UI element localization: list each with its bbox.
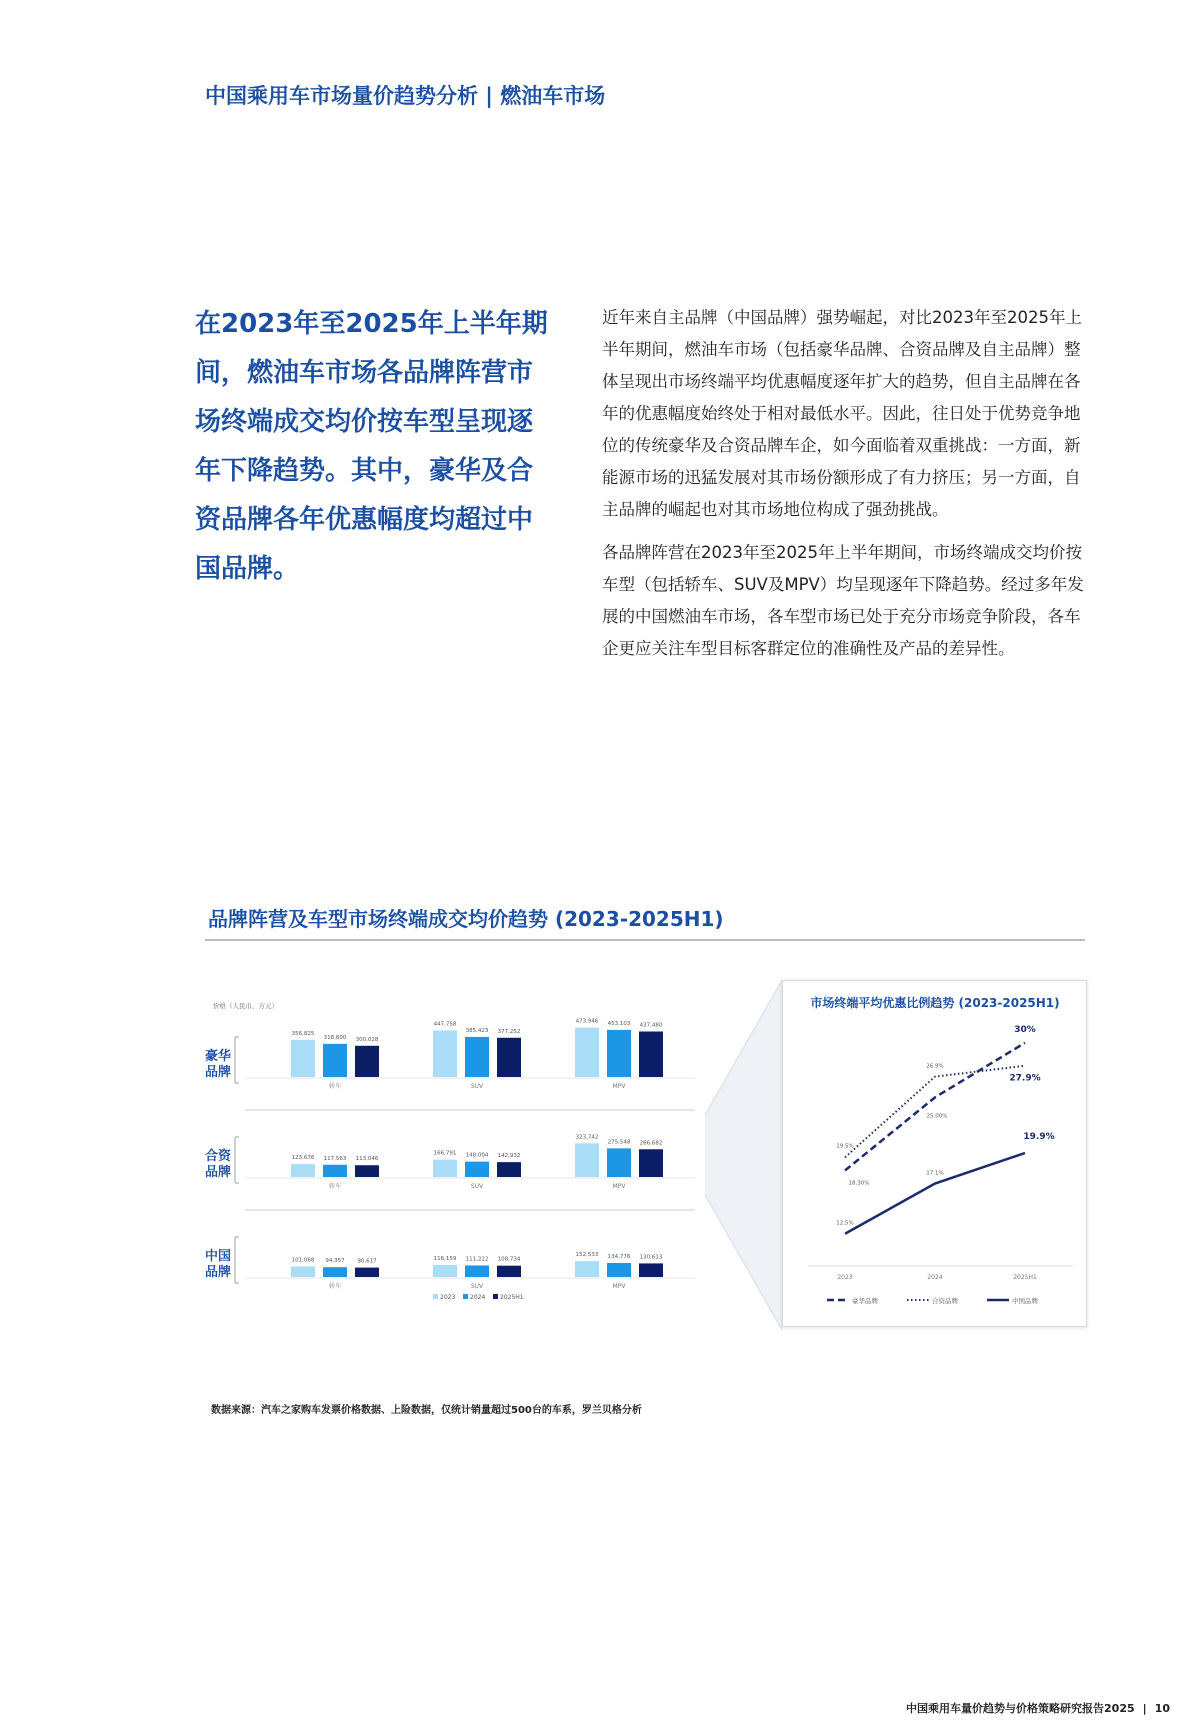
bar-2024 [607,1263,631,1277]
legend-label: 中国品牌 [1012,1297,1038,1305]
bar-value-label: 111,222 [465,1256,489,1263]
category-label: 轿车 [328,1183,342,1190]
group-label-line: 豪华 [205,1049,232,1064]
bar-2025H1 [639,1032,663,1077]
category-label: MPV [612,1283,626,1290]
category-label: SUV [470,1083,484,1090]
bar-value-label: 166,791 [433,1150,457,1157]
bar-value-label: 134,776 [607,1253,631,1260]
footer-report-title: 中国乘用车量价趋势与价格策略研究报告2025 [906,1702,1135,1715]
bar-2023 [291,1164,315,1177]
bar-value-label: 266,682 [639,1140,663,1147]
bar-value-label: 152,533 [575,1252,599,1259]
legend-label: 2025H1 [500,1294,524,1301]
bar-2023 [291,1040,315,1077]
bar-2024 [465,1162,489,1177]
bar-value-label: 113,046 [355,1156,379,1163]
bar-value-label: 123,676 [291,1155,315,1162]
bar-value-label: 148,004 [465,1152,489,1159]
footer-separator: | [1142,1702,1147,1715]
bar-2024 [465,1265,489,1277]
bar-value-label: 318,600 [323,1034,347,1041]
bar-value-label: 323,742 [575,1134,599,1141]
group-label-line: 品牌 [205,1265,232,1280]
bar-2023 [433,1160,457,1177]
bar-value-label: 94,357 [325,1258,345,1265]
category-label: SUV [470,1283,484,1290]
bar-2023 [575,1028,599,1077]
data-source-note: 数据来源：汽车之家购车发票价格数据、上险数据，仅统计销量超过500台的车系，罗兰贝格分析 [211,1405,642,1416]
x-tick-label: 2023 [837,1274,853,1281]
group-label-line: 品牌 [205,1165,232,1180]
bar-value-label: 377,252 [497,1028,521,1035]
bar-2024 [323,1165,347,1177]
series-line-中国品牌 [845,1153,1025,1234]
series-line-豪华品牌 [845,1043,1025,1171]
bar-2025H1 [639,1263,663,1277]
category-label: SUV [470,1183,484,1190]
bar-2024 [323,1044,347,1077]
y-axis-label: 价格（人民币，万元） [213,1002,278,1010]
bar-value-label: 453,103 [607,1020,631,1027]
bar-2024 [465,1037,489,1077]
category-label: MPV [612,1183,626,1190]
data-label: 17.1% [926,1170,944,1177]
category-label: 轿车 [328,1083,342,1090]
bar-2025H1 [355,1268,379,1277]
page-footer [906,1700,1170,1716]
bar-value-label: 130,613 [639,1254,663,1261]
x-tick-label: 2025H1 [1013,1274,1037,1281]
legend-label: 豪华品牌 [852,1297,878,1305]
legend-swatch [433,1294,438,1299]
bar-2025H1 [497,1038,521,1077]
legend-swatch [493,1294,498,1299]
bar-value-label: 473,946 [575,1018,599,1025]
line-chart [783,981,1086,1326]
section-title: 品牌阵营及车型市场终端成交均价趋势 (2023-2025H1) [208,907,724,931]
data-label: 25.00% [926,1113,948,1120]
body-paragraph: 近年来自主品牌（中国品牌）强势崛起，对比2023年至2025年上半年期间，燃油车市场（包括豪华品牌、合资品牌及自主品牌）整体呈现出市场终端平均优惠幅度逐年扩大的趋势，但自主品牌在各年的优惠幅度始终处于相对最低水平。因此，往日处于优势竞争地位的传统豪华及合资品牌车企，如今面临着双重挑战：一方面，新能源市场的迅猛发展对其市场份额形成了有力挤压；另一方面，自主品牌的崛起也对其市场地位构成了强劲挑战。 [602,308,1082,519]
bar-2023 [291,1266,315,1277]
data-label: 27.9% [1009,1073,1041,1084]
bar-2023 [433,1265,457,1277]
category-label: MPV [612,1083,626,1090]
group-label [205,1248,231,1280]
series-line-合资品牌 [845,1063,1025,1158]
bar-value-label: 275,548 [607,1139,631,1146]
x-tick-label: 2024 [927,1274,943,1281]
data-label: 26.9% [926,1063,944,1070]
data-label: 19.5% [836,1143,854,1150]
group-label-line: 合资 [205,1149,232,1164]
bar-2024 [607,1148,631,1177]
discount-trend-panel [782,980,1087,1327]
bar-chart [195,990,700,1310]
bar-2025H1 [639,1149,663,1177]
bar-2025H1 [355,1165,379,1177]
legend-swatch [463,1294,468,1299]
data-label: 18.30% [848,1180,870,1187]
group-label-line: 中国 [205,1249,232,1264]
body-paragraph: 各品牌阵营在2023年至2025年上半年期间，市场终端成交均价按车型（包括轿车、SUV及MPV）均呈现逐年下降趋势。经过多年发展的中国燃油车市场，各车型市场已处于充分市场竞争阶段，各车企更应关注车型目标客群定位的准确性及产品的差异性。 [602,543,1084,658]
legend-label: 2024 [470,1294,486,1301]
bar-value-label: 90,617 [357,1258,377,1265]
bar-2025H1 [497,1266,521,1277]
bar-value-label: 116,159 [433,1255,457,1262]
bar-2023 [575,1143,599,1177]
bar-value-label: 385,423 [465,1027,489,1034]
body-text [602,302,1087,676]
bar-2025H1 [355,1046,379,1077]
bar-value-label: 437,480 [639,1022,663,1029]
bar-value-label: 300,028 [355,1036,379,1043]
bar-2024 [607,1030,631,1077]
bar-2023 [575,1261,599,1277]
section-divider [205,939,1085,941]
header-title: 中国乘用车市场量价趋势分析 | 燃油车市场 [205,84,606,108]
lead-statement: 在2023年至2025年上半年期间，燃油车市场各品牌阵营市场终端成交均价按车型呈现逐年下降趋势。其中，豪华及合资品牌各年优惠幅度均超过中国品牌。 [195,309,548,584]
data-label: 12.5% [836,1220,854,1227]
data-label: 30% [1014,1024,1036,1035]
page-number: 10 [1154,1702,1170,1715]
bar-value-label: 447,758 [433,1021,457,1028]
group-label [205,1148,232,1180]
bar-value-label: 108,734 [497,1256,521,1263]
bar-2025H1 [497,1162,521,1177]
category-label: 轿车 [328,1283,342,1290]
group-label-line: 品牌 [205,1065,232,1080]
bar-value-label: 142,932 [497,1153,521,1160]
legend-label: 合资品牌 [932,1297,958,1305]
bar-value-label: 356,825 [291,1030,315,1037]
bar-2024 [323,1267,347,1277]
bar-2023 [433,1030,457,1077]
legend-label: 2023 [440,1294,456,1301]
bar-value-label: 117,563 [323,1155,347,1162]
line-chart-title: 市场终端平均优惠比例趋势 (2023-2025H1) [810,996,1060,1010]
data-label: 19.9% [1023,1132,1055,1142]
group-label [205,1048,231,1080]
bar-value-label: 101,068 [291,1257,315,1264]
